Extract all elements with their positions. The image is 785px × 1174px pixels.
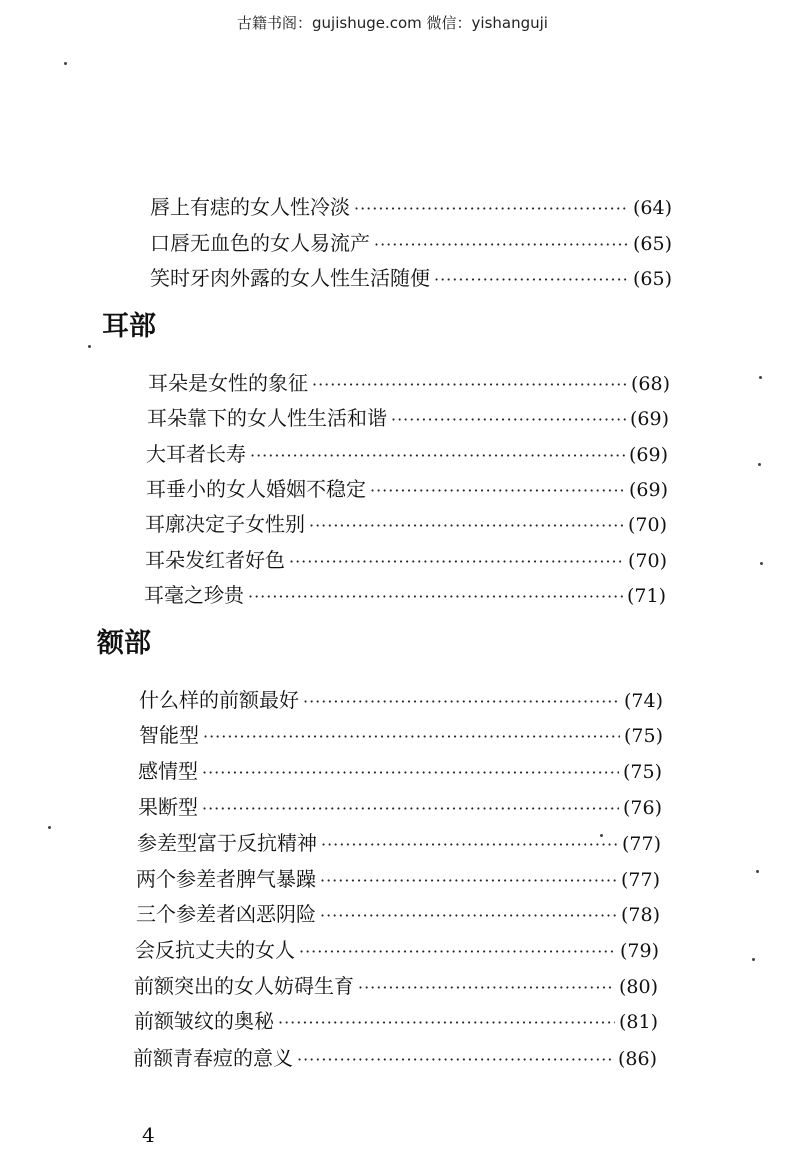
dot-leader [320,901,617,931]
toc-entry-page: (74) [623,690,663,712]
toc-entry[interactable] [146,474,668,504]
toc-entry-page: (69) [628,444,668,466]
toc-entry-page: (64) [632,197,672,219]
toc-entry-title: 耳垂小的女人婚姻不稳定 [146,477,366,501]
scan-speck [760,562,763,565]
toc-entry-title: 感情型 [138,759,198,783]
toc-entry-title: 大耳者长寿 [146,442,246,466]
toc-entry-title: 果断型 [138,795,198,819]
toc-entry[interactable] [137,828,661,858]
dot-leader [370,476,625,506]
toc-entry-page: (68) [630,373,670,395]
site-watermark-header: 古籍书阁：gujishuge.com 微信：yishanguji [237,14,548,32]
dot-leader [248,582,623,612]
toc-entry[interactable] [139,720,663,750]
dot-leader [203,722,620,752]
toc-entry-title: 两个参差者脾气暴躁 [136,867,316,891]
dot-leader [303,687,620,717]
toc-entry-page: (75) [623,725,663,747]
toc-entry-title: 什么样的前额最好 [139,688,299,712]
toc-entry-title: 耳毫之珍贵 [144,583,244,607]
toc-entry-title: 前额青春痘的意义 [133,1046,293,1070]
toc-entry-page: (77) [621,833,661,855]
dot-leader [309,511,624,541]
toc-entry-page: (86) [617,1048,657,1070]
toc-entry-page: (81) [618,1011,658,1033]
toc-entry-title: 口唇无血色的女人易流产 [150,231,370,255]
toc-entry[interactable] [148,368,670,398]
scan-speck [758,463,761,466]
toc-entry-title: 唇上有痣的女人性冷淡 [150,195,350,219]
toc-entry[interactable] [150,263,672,293]
toc-entry-title: 参差型富于反抗精神 [137,831,317,855]
section-heading: 额部 [97,628,151,659]
scan-speck [64,62,67,65]
toc-entry[interactable] [135,935,659,965]
toc-entry-page: (70) [627,514,667,536]
dot-leader [202,794,619,824]
toc-entry-title: 耳廓决定子女性别 [145,512,305,536]
dot-leader [320,866,617,896]
scan-speck [759,376,762,379]
dot-leader [321,830,618,860]
toc-entry-page: (80) [618,976,658,998]
toc-entry-title: 耳朵是女性的象征 [148,371,308,395]
toc-entry[interactable] [144,580,666,610]
scan-speck [88,345,91,348]
toc-entry-page: (76) [622,797,662,819]
toc-entry-title: 前额突出的女人妨碍生育 [134,974,354,998]
toc-entry-title: 笑时牙肉外露的女人性生活随便 [150,266,430,290]
toc-entry[interactable] [134,1006,658,1036]
toc-entry[interactable] [134,971,658,1001]
dot-leader [312,370,627,400]
toc-entry-page: (71) [626,585,666,607]
toc-entry-page: (69) [628,479,668,501]
dot-leader [434,265,629,295]
toc-entry-page: (75) [622,761,662,783]
toc-entry[interactable] [139,685,663,715]
toc-entry-title: 三个参差者凶恶阴险 [136,902,316,926]
dot-leader [297,1045,614,1075]
toc-entry-title: 智能型 [139,723,199,747]
dot-leader [374,230,629,260]
toc-entry[interactable] [136,864,660,894]
toc-entry-title: 会反抗丈夫的女人 [135,938,295,962]
dot-leader [391,405,626,435]
toc-entry-page: (77) [620,869,660,891]
dot-leader [278,1008,615,1038]
toc-entry[interactable] [133,1043,657,1073]
toc-entry[interactable] [145,545,667,575]
toc-entry[interactable] [138,792,662,822]
section-heading: 耳部 [102,311,156,342]
page-number: 4 [142,1123,155,1147]
dot-leader [358,973,615,1003]
scan-speck [48,826,51,829]
toc-entry-page: (70) [627,550,667,572]
toc-entry-page: (79) [619,940,659,962]
toc-entry-title: 耳朵靠下的女人性生活和谐 [147,406,387,430]
toc-entry[interactable] [136,899,660,929]
toc-entry-page: (65) [632,233,672,255]
toc-entry[interactable] [138,756,662,786]
scan-speck [600,834,603,837]
toc-entry[interactable] [150,228,672,258]
toc-entry[interactable] [150,192,672,222]
toc-entry-page: (69) [629,408,669,430]
toc-entry-page: (78) [620,904,660,926]
toc-entry-title: 前额皱纹的奥秘 [134,1009,274,1033]
toc-entry-page: (65) [632,268,672,290]
toc-entry[interactable] [145,509,667,539]
toc-entry-title: 耳朵发红者好色 [145,548,285,572]
dot-leader [354,194,629,224]
toc-entry[interactable] [146,439,668,469]
dot-leader [289,547,624,577]
toc-entry[interactable] [147,403,669,433]
dot-leader [202,758,619,788]
dot-leader [250,441,625,471]
dot-leader [299,937,616,967]
scan-speck [756,870,759,873]
scan-speck [752,958,755,961]
